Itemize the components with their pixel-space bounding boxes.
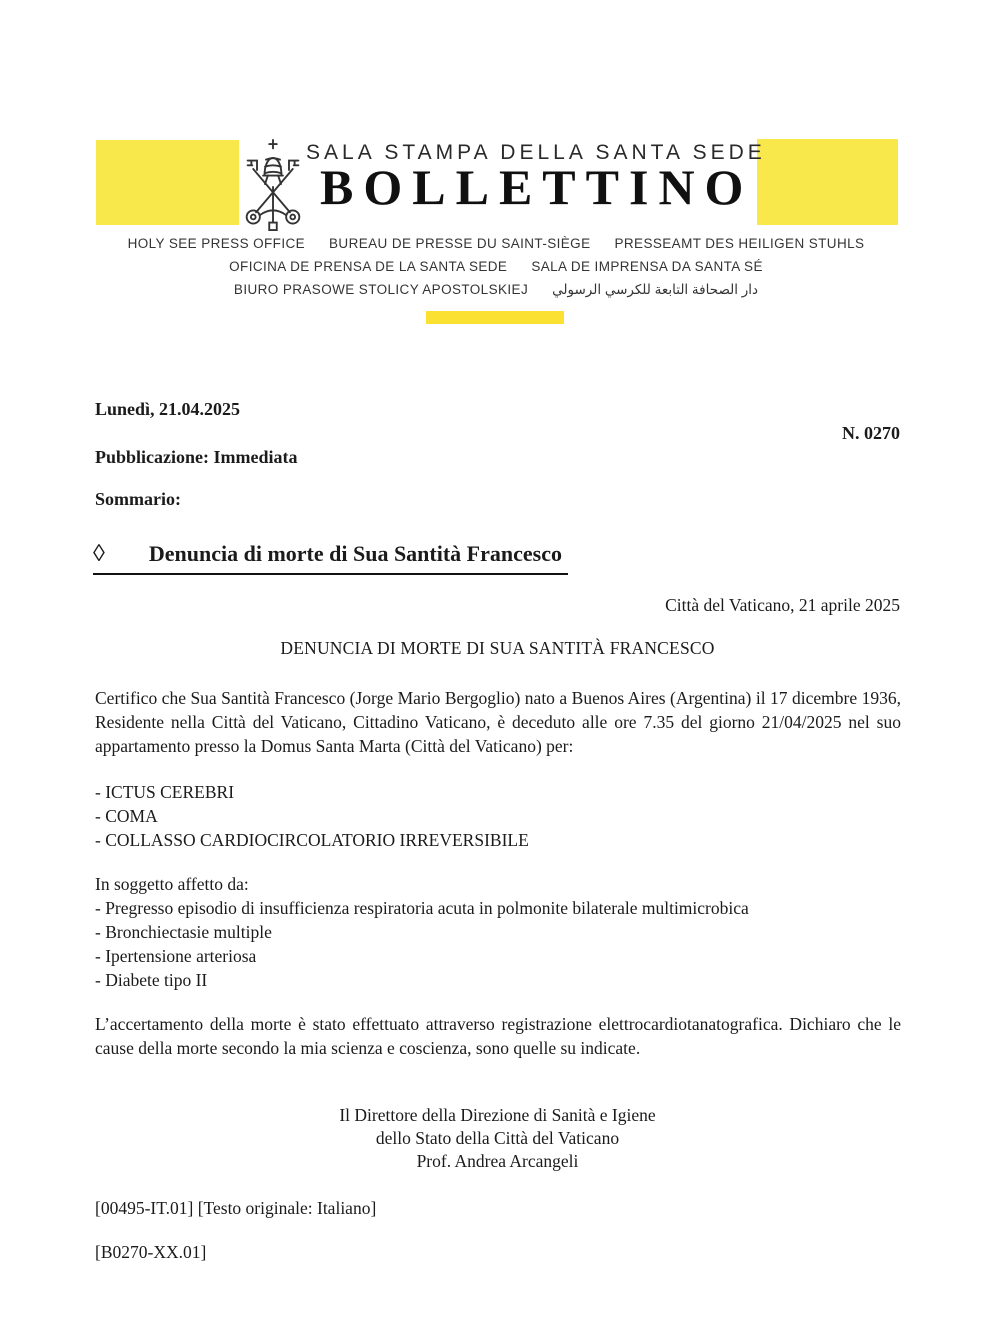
causes-of-death-list xyxy=(95,780,901,852)
masthead-yellow-block-right xyxy=(757,139,898,225)
condition-item: - Pregresso episodio di insufficienza respiratoria acuta in polmonite bilaterale multimicrobica xyxy=(95,898,749,918)
diamond-bullet-icon: ◊ xyxy=(93,541,105,567)
cause-item: - COLLASSO CARDIOCIRCOLATORIO IRREVERSIBILE xyxy=(95,830,529,850)
article-title: DENUNCIA DI MORTE DI SUA SANTITÀ FRANCESCO xyxy=(280,638,715,658)
press-office-names xyxy=(0,232,992,301)
office-name: BIURO PRASOWE STOLICY APOSTOLSKIEJ xyxy=(233,282,529,297)
certification-paragraph: Certifico che Sua Santità Francesco (Jorge Mario Bergoglio) nato a Buenos Aires (Argentina) il 17 dicembre 1936, Residente nella Città del Vaticano, Cittadino Vaticano, è deceduto alle ore 7.35 del giorno 21/04/2025 nel suo appartamento presso la Domus Santa Marta (Città del Vaticano) per: xyxy=(95,688,901,756)
bulletin-number: N. 0270 xyxy=(842,423,900,443)
condition-item: - Bronchiectasie multiple xyxy=(95,922,272,942)
signature-line: Il Direttore della Direzione di Sanità e Igiene xyxy=(339,1105,656,1125)
masthead-yellow-divider xyxy=(426,311,564,324)
summary-label: Sommario: xyxy=(95,489,181,509)
office-name: OFICINA DE PRENSA DE LA SANTA SEDE xyxy=(229,259,508,274)
summary-item xyxy=(93,541,568,575)
summary-item-title: Denuncia di morte di Sua Santità Francesco xyxy=(148,541,562,566)
bulletin-date: Lunedì, 21.04.2025 xyxy=(95,399,241,419)
condition-item: - Ipertensione arteriosa xyxy=(95,946,257,966)
article-dateline: Città del Vaticano, 21 aprile 2025 xyxy=(665,595,900,615)
bulletin-code: [B0270-XX.01] xyxy=(95,1242,207,1262)
closing-paragraph: L’accertamento della morte è stato effettuato attraverso registrazione elettrocardiotanatografica. Dichiaro che le cause della morte secondo la mia scienza e coscienza, sono quelle su indicate. xyxy=(95,1014,901,1058)
masthead-title: BOLLETTINO xyxy=(320,159,754,215)
office-line-1 xyxy=(0,232,992,255)
office-name-arabic: دار الصحافة التابعة للكرسي الرسولي xyxy=(552,282,759,297)
signature-block xyxy=(95,1104,900,1173)
office-name: BUREAU DE PRESSE DU SAINT-SIÈGE xyxy=(329,236,591,251)
preexisting-conditions xyxy=(95,872,901,992)
office-line-3 xyxy=(0,278,992,301)
office-name: PRESSEAMT DES HEILIGEN STUHLS xyxy=(614,236,865,251)
cause-item: - COMA xyxy=(95,806,158,826)
office-name: HOLY SEE PRESS OFFICE xyxy=(127,236,306,251)
papal-crest-icon xyxy=(240,138,306,232)
cause-item: - ICTUS CEREBRI xyxy=(95,782,235,802)
office-line-2 xyxy=(0,255,992,278)
signature-line: dello Stato della Città del Vaticano xyxy=(375,1128,620,1148)
publication-status: Pubblicazione: Immediata xyxy=(95,447,298,467)
office-name: SALA DE IMPRENSA DA SANTA SÉ xyxy=(531,259,763,274)
document-reference: [00495-IT.01] [Testo originale: Italiano] xyxy=(95,1198,377,1218)
signatory-name: Prof. Andrea Arcangeli xyxy=(416,1151,579,1171)
condition-item: - Diabete tipo II xyxy=(95,970,208,990)
masthead-yellow-block-left xyxy=(96,140,239,225)
masthead-pretitle: SALA STAMPA DELLA SANTA SEDE xyxy=(306,141,766,164)
conditions-intro: In soggetto affetto da: xyxy=(95,874,249,894)
